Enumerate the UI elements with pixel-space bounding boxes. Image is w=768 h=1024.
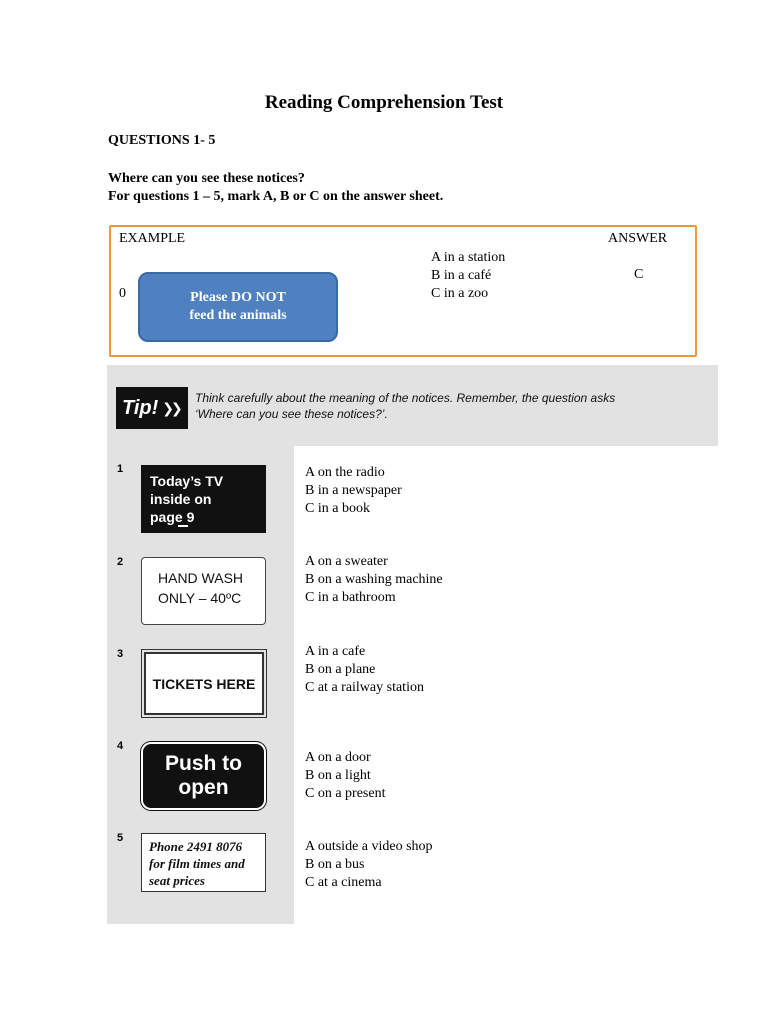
question-4-option-a: A on a door	[305, 750, 371, 765]
instructions	[108, 170, 443, 206]
tip-line-2: ‘Where can you see these notices?’.	[195, 407, 388, 421]
question-5-option-a: A outside a video shop	[305, 839, 433, 854]
question-4-options	[305, 749, 385, 803]
question-5-number: 5	[117, 832, 124, 844]
example-notice-line-2: feed the animals	[189, 308, 287, 323]
question-5-option-c: C at a cinema	[305, 875, 382, 890]
question-3-number: 3	[117, 648, 124, 660]
question-4-notice	[143, 744, 264, 808]
question-1-option-c: C in a book	[305, 501, 370, 516]
question-3-options	[305, 643, 424, 697]
example-notice-line-1: Please DO NOT	[190, 290, 286, 305]
question-3-option-c: C at a railway station	[305, 680, 424, 695]
tip-text	[195, 390, 705, 422]
question-5-option-b: B on a bus	[305, 857, 365, 872]
instructions-line-2: For questions 1 – 5, mark A, B or C on the answer sheet.	[108, 189, 444, 204]
question-1-notice-line-2: inside on	[150, 491, 212, 507]
question-3-notice	[144, 652, 264, 715]
question-2-option-b: B on a washing machine	[305, 572, 443, 587]
question-1-options	[305, 464, 402, 518]
question-4-option-b: B on a light	[305, 768, 371, 783]
page-title: Reading Comprehension Test	[264, 92, 504, 113]
question-5-notice-line-2: for film times and	[149, 856, 245, 871]
question-3-option-a: A in a cafe	[305, 644, 366, 659]
example-number: 0	[119, 286, 126, 301]
example-option-b: B in a café	[431, 268, 492, 283]
question-2-number: 2	[117, 556, 124, 568]
question-1-notice-line-3: page 9	[150, 509, 195, 525]
example-label: EXAMPLE	[119, 231, 186, 246]
example-options	[431, 249, 505, 303]
instructions-line-1: Where can you see these notices?	[108, 171, 305, 186]
example-answer: C	[634, 267, 644, 282]
question-5-options	[305, 838, 433, 892]
question-2-notice-line-1: HAND WASH	[158, 570, 244, 586]
question-3-notice-line-1: TICKETS HERE	[152, 675, 256, 692]
tip-line-1: Think carefully about the meaning of the notices. Remember, the question asks	[195, 391, 616, 405]
question-4-number: 4	[117, 740, 124, 752]
example-notice	[138, 272, 338, 342]
double-chevron-icon: ❯❯	[162, 399, 180, 416]
question-1-notice-line-1: Today’s TV	[150, 473, 224, 489]
answer-label: ANSWER	[608, 231, 668, 246]
tip-badge	[116, 387, 188, 429]
question-2-options	[305, 553, 443, 607]
question-4-notice-line-2: open	[178, 776, 229, 799]
example-option-c: C in a zoo	[431, 286, 489, 301]
question-5-notice	[141, 833, 266, 892]
question-3-option-b: B on a plane	[305, 662, 376, 677]
example-option-a: A in a station	[431, 250, 506, 265]
tip-badge-label: Tip!	[122, 396, 159, 419]
question-2-notice	[141, 557, 266, 625]
question-1-number: 1	[117, 463, 124, 475]
question-5-notice-line-1: Phone 2491 8076	[149, 839, 243, 854]
question-1-notice	[141, 465, 266, 533]
question-1-option-b: B in a newspaper	[305, 483, 402, 498]
question-5-notice-line-3: seat prices	[149, 873, 205, 888]
notice-dash	[178, 525, 188, 527]
section-heading: QUESTIONS 1- 5	[108, 133, 216, 148]
question-2-option-a: A on a sweater	[305, 554, 388, 569]
question-1-option-a: A on the radio	[305, 465, 385, 480]
question-4-option-c: C on a present	[305, 786, 386, 801]
question-2-notice-line-2: ONLY – 40ºC	[158, 590, 242, 606]
question-4-notice-line-1: Push to	[165, 752, 242, 775]
question-2-option-c: C in a bathroom	[305, 590, 396, 605]
